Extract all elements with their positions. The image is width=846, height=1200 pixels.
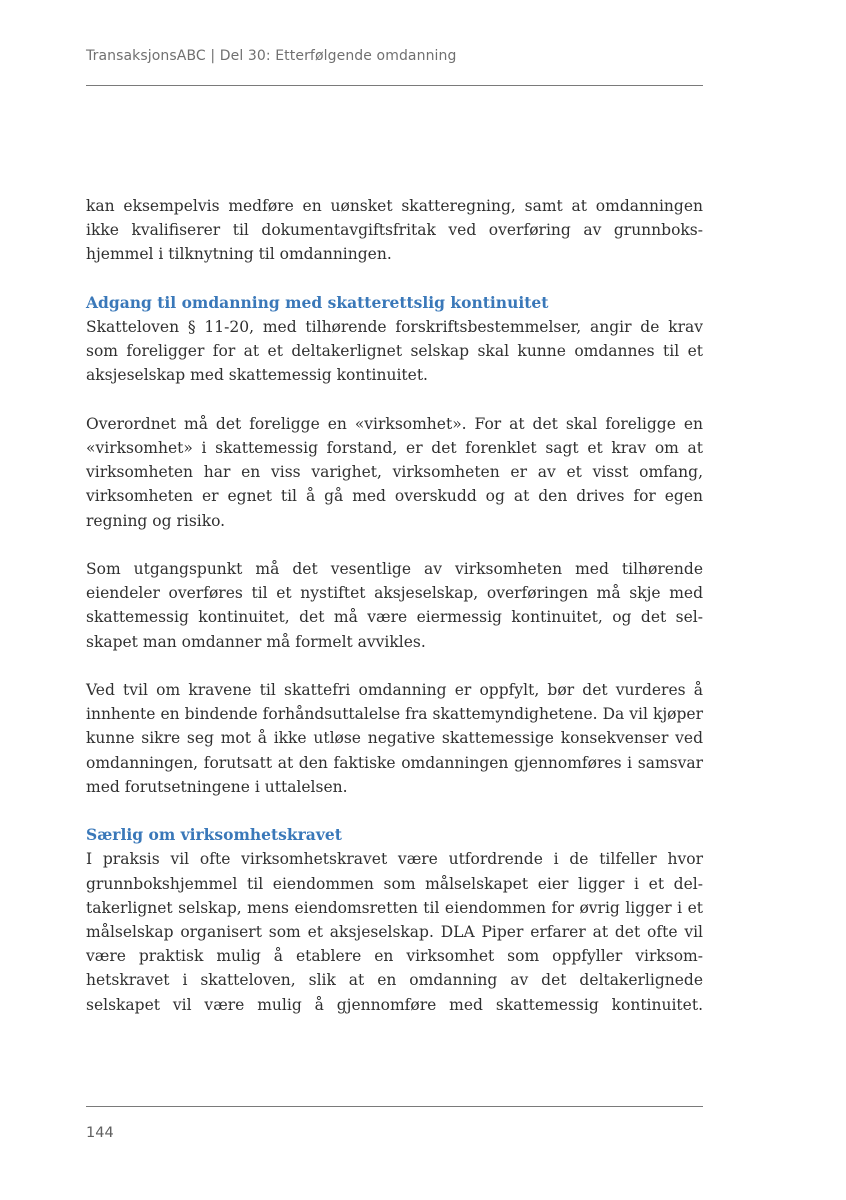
running-header: TransaksjonsABC | Del 30: Etterfølgende omdanning bbox=[86, 48, 457, 64]
footer-divider bbox=[86, 1106, 703, 1107]
paragraph-praksis: I praksis vil ofte virksomhetskravet være utfordrende i de tilfeller hvor grunnbokshjemmel til eiendommen som målselskapet eier ligger i et deltakerlignet selskap, mens eiendomsretten til eiendommen for øvrig ligger i et målselskap organisert som et aksjeselskap. DLA Piper erfarer at det ofte vil være praktisk mulig å etablere en virksomhet som oppfyller virksomhetskravet i skatteloven, slik at en omdanning av det deltakerlignede selskapet vil være mulig å gjennomføre med skattemessig kontinuitet. bbox=[86, 850, 703, 1014]
paragraph-skatteloven: Skatteloven § 11-20, med tilhørende forskriftsbestemmelser, angir de krav som foreligger for at et deltakerlignet selskap skal kunne omdannes til et aksjeselskap med skattemessig kontinuitet. bbox=[86, 318, 703, 385]
page-number: 144 bbox=[86, 1125, 114, 1141]
intro-paragraph: kan eksempelvis medføre en uønsket skatteregning, samt at omdanningen ikke kvalifiserer til dokumentavgiftsfritak ved overføring av grunnbokshjemmel i tilknytning til omdanningen. bbox=[86, 197, 703, 264]
section-heading-virksomhetskravet: Særlig om virksomhetskravet bbox=[86, 825, 342, 845]
page-body bbox=[86, 194, 703, 1017]
header-divider bbox=[86, 85, 703, 86]
paragraph-forhandsuttalelse: Ved tvil om kravene til skattefri omdanning er oppfylt, bør det vurderes å innhente en bindende forhåndsuttalelse fra skattemyndighetene. Da vil kjøper kunne sikre seg mot å ikke utløse negative skattemessige konsekvenser ved omdanningen, forutsatt at den faktiske omdanningen gjennomføres i samsvar med forutsetningene i uttalelsen. bbox=[86, 681, 703, 796]
paragraph-utgangspunkt: Som utgangspunkt må det vesentlige av virksomheten med tilhørende eiendeler overføres til et nystiftet aksjeselskap, overføringen må skje med skattemessig kontinuitet, det må være eiermessig kontinuitet, og det selskapet man omdanner må formelt avvikles. bbox=[86, 560, 703, 651]
paragraph-virksomhet: Overordnet må det foreligge en «virksomhet». For at det skal foreligge en «virksomhet» i skattemessig forstand, er det forenklet sagt et krav om at virksomheten har en viss varighet, virksomheten er av et visst omfang, virksomheten er egnet til å gå med overskudd og at den drives for egen regning og risiko. bbox=[86, 414, 703, 530]
section-heading-kontinuitet: Adgang til omdanning med skatterettslig kontinuitet bbox=[86, 292, 549, 312]
